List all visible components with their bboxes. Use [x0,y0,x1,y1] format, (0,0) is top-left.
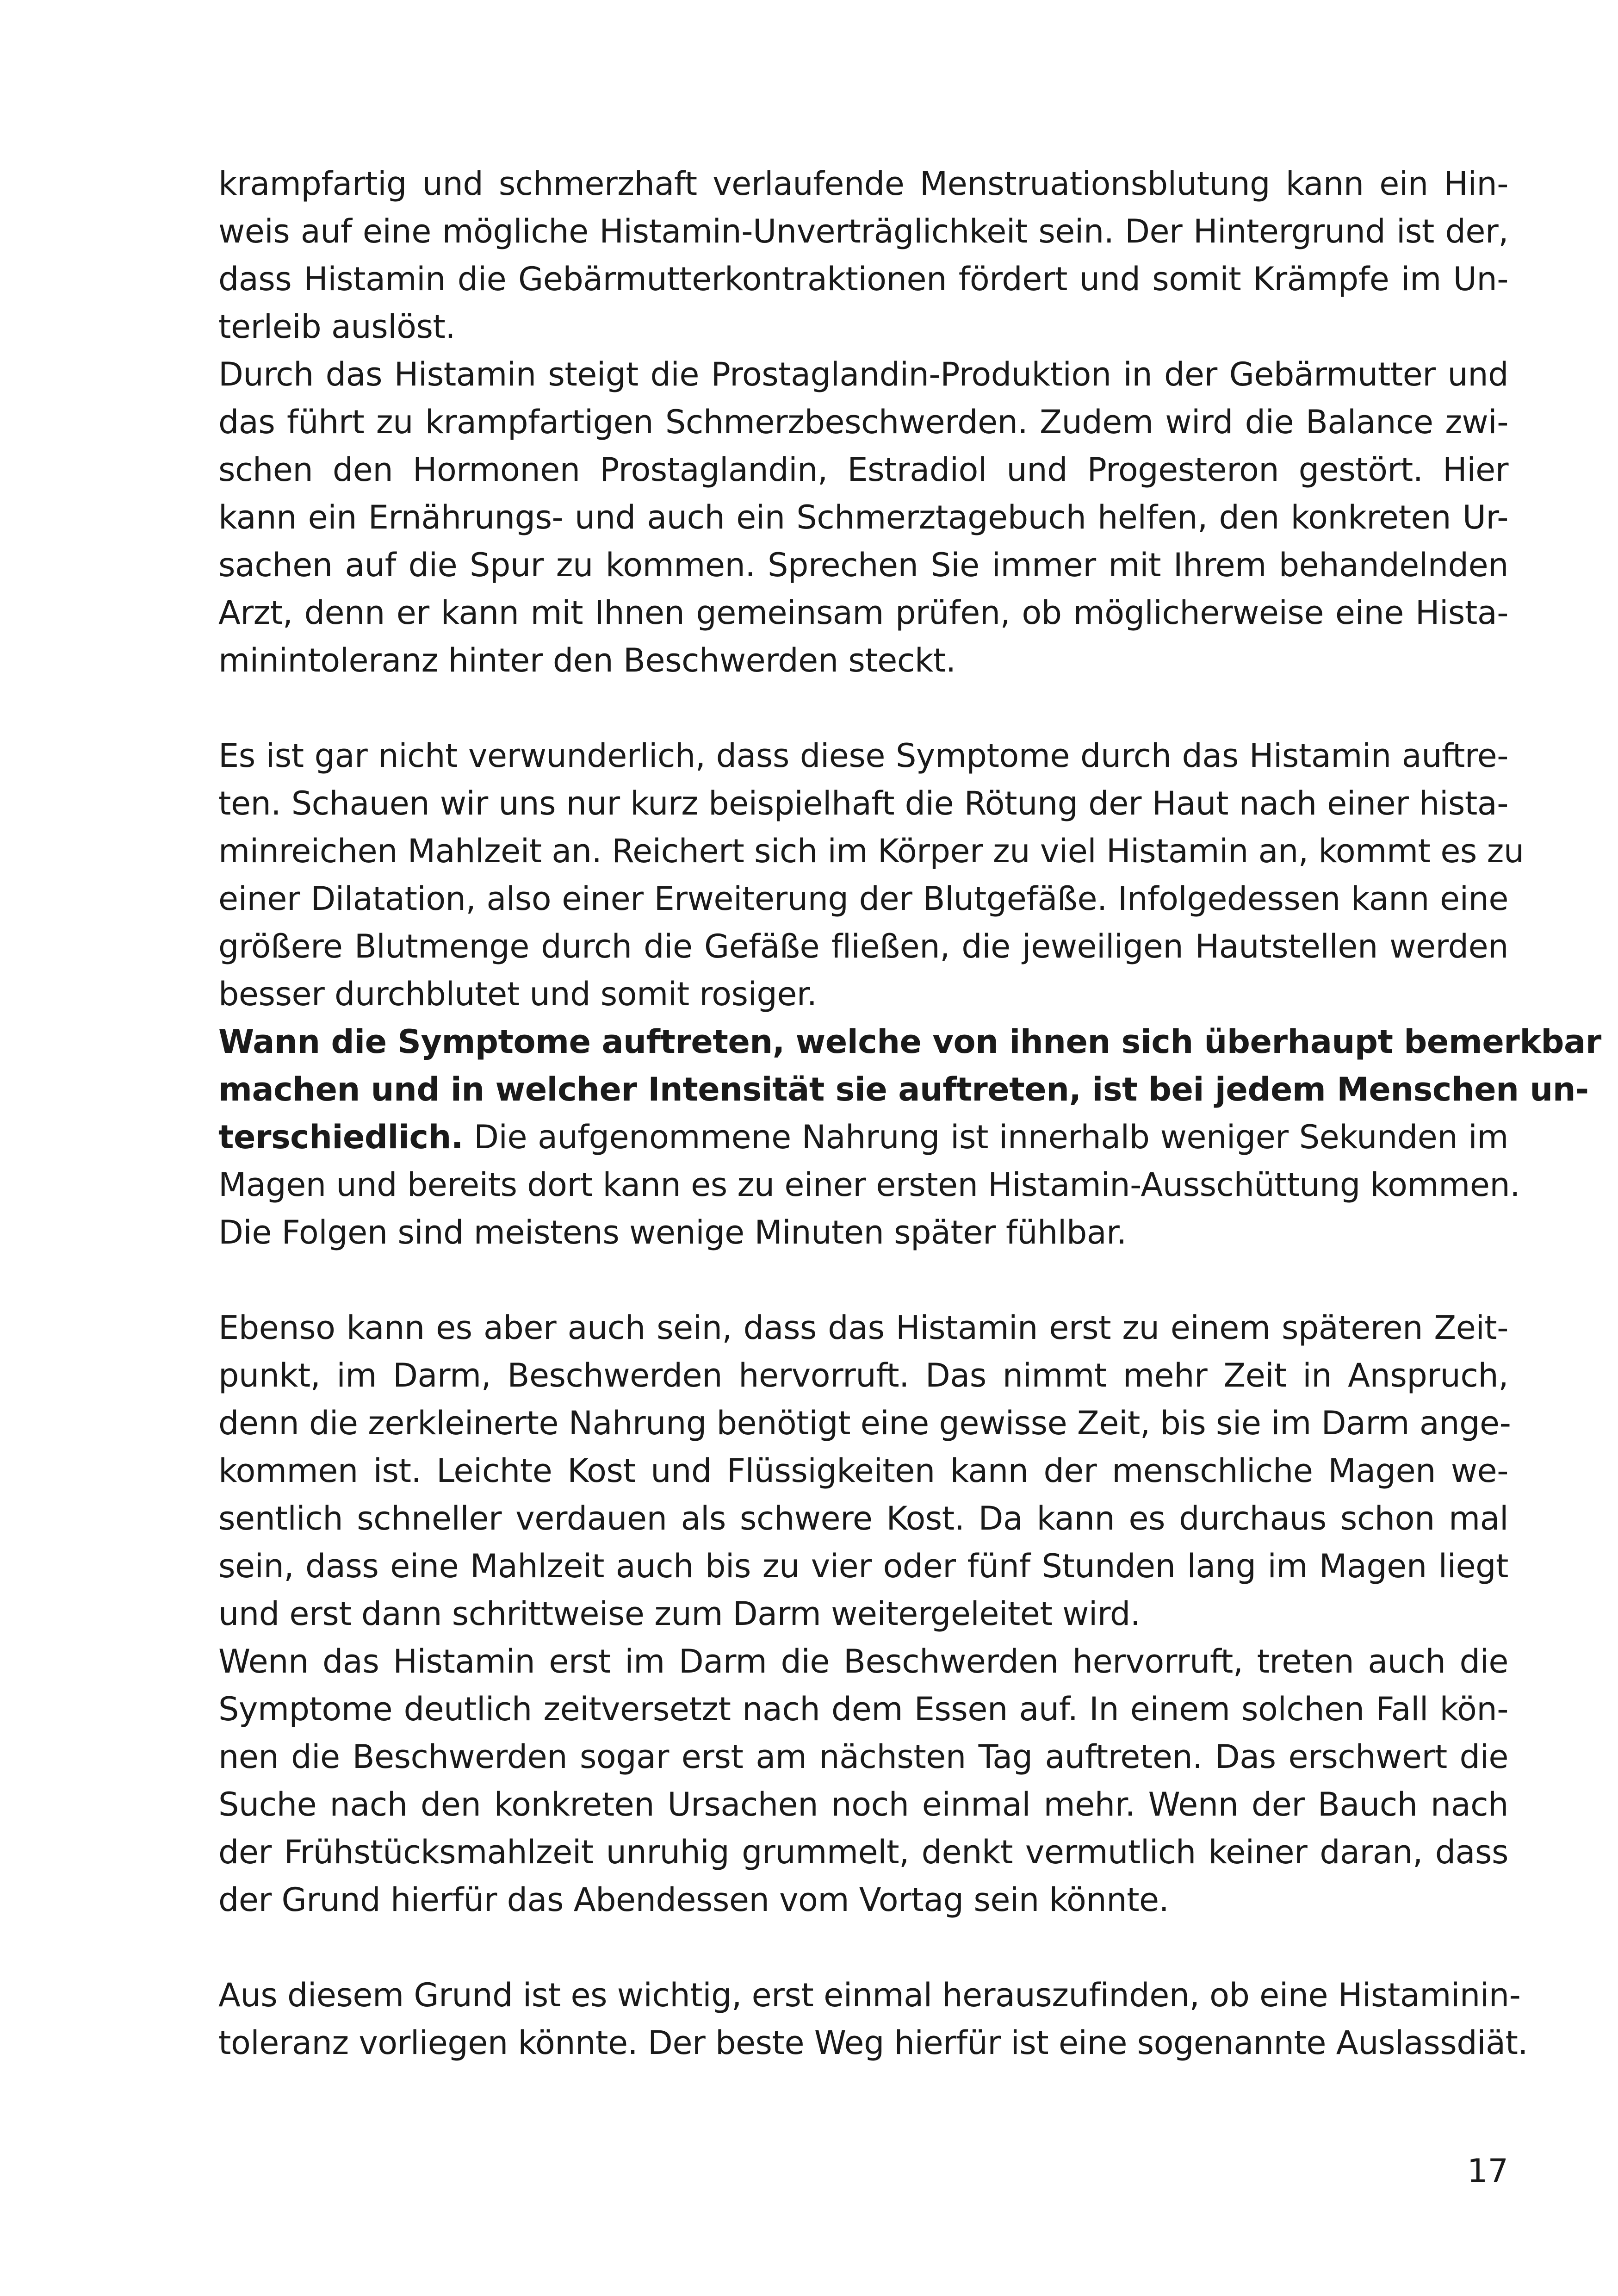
text-line: und erst dann schrittweise zum Darm weitergeleitet wird. [218,1595,1141,1633]
text-line: sein, dass eine Mahlzeit auch bis zu vier oder fünf Stunden lang im Magen liegt [218,1547,1508,1585]
text-line: Symptome deutlich zeitversetzt nach dem Essen auf. In einem solchen Fall kön- [218,1690,1508,1728]
text-line: krampfartig und schmerzhaft verlaufende Menstruationsblutung kann ein Hin- [218,165,1508,203]
text-line: Die Folgen sind meistens wenige Minuten später fühlbar. [218,1213,1127,1251]
text-line: terleib auslöst. [218,308,456,346]
text-line: das führt zu krampfartigen Schmerzbeschwerden. Zudem wird die Balance zwi- [218,403,1508,441]
text-line: besser durchblutet und somit rosiger. [218,975,817,1013]
text-line: kommen ist. Leichte Kost und Flüssigkeiten kann der menschliche Magen we- [218,1452,1508,1490]
bold-text-line: Wann die Symptome auftreten, welche von ihnen sich überhaupt bemerkbar [218,1023,1601,1061]
mixed-text-line [218,1114,1508,1161]
text-line: Arzt, denn er kann mit Ihnen gemeinsam prüfen, ob möglicherweise eine Hista- [218,594,1508,632]
text-line: größere Blutmenge durch die Gefäße fließen, die jeweiligen Hautstellen werden [218,927,1508,965]
text-line: minintoleranz hinter den Beschwerden steckt. [218,641,956,679]
text-line: ten. Schauen wir uns nur kurz beispielhaft die Rötung der Haut nach einer hista- [218,784,1508,822]
text-line: einer Dilatation, also einer Erweiterung der Blutgefäße. Infolgedessen kann eine [218,880,1508,918]
text-line: Suche nach den konkreten Ursachen noch einmal mehr. Wenn der Bauch nach [218,1786,1508,1823]
paragraph-gap [218,1257,1508,1304]
text-line: minreichen Mahlzeit an. Reichert sich im Körper zu viel Histamin an, kommt es zu [218,832,1524,870]
text-line: Magen und bereits dort kann es zu einer ersten Histamin-Ausschüttung kommen. [218,1166,1520,1204]
text-line: schen den Hormonen Prostaglandin, Estradiol und Progesteron gestört. Hier [218,451,1508,489]
text-line: der Frühstücksmahlzeit unruhig grummelt, denkt vermutlich keiner daran, dass [218,1833,1508,1871]
text-line: Durch das Histamin steigt die Prostaglandin-Produktion in der Gebärmutter und [218,355,1508,393]
text-line: sentlich schneller verdauen als schwere Kost. Da kann es durchaus schon mal [218,1500,1508,1537]
text-line: kann ein Ernährungs- und auch ein Schmerztagebuch helfen, den konkreten Ur- [218,498,1508,536]
text-line: Ebenso kann es aber auch sein, dass das Histamin erst zu einem späteren Zeit- [218,1309,1508,1347]
text-line: punkt, im Darm, Beschwerden hervorruft. Das nimmt mehr Zeit in Anspruch, [218,1356,1508,1394]
paragraph-gap [218,684,1508,732]
text-line: Wenn das Histamin erst im Darm die Beschwerden hervorruft, treten auch die [218,1643,1508,1680]
paragraph-gap [218,1924,1508,1972]
text-line: weis auf eine mögliche Histamin-Unverträglichkeit sein. Der Hintergrund ist der, [218,212,1508,250]
text-fragment: Die aufgenommene Nahrung ist innerhalb weniger Sekunden im [463,1118,1508,1156]
page-number: 17 [1467,2152,1508,2190]
bold-text-fragment: terschiedlich. [218,1118,463,1156]
text-line: sachen auf die Spur zu kommen. Sprechen Sie immer mit Ihrem behandelnden [218,546,1508,584]
text-line: nen die Beschwerden sogar erst am nächsten Tag auftreten. Das erschwert die [218,1738,1508,1776]
text-line: Aus diesem Grund ist es wichtig, erst einmal herauszufinden, ob eine Histaminin- [218,1976,1521,2014]
body-text [218,160,1601,2067]
text-line: toleranz vorliegen könnte. Der beste Weg hierfür ist eine sogenannte Auslassdiät. [218,2024,1528,2062]
text-line: Es ist gar nicht verwunderlich, dass diese Symptome durch das Histamin auftre- [218,737,1508,775]
text-line: der Grund hierfür das Abendessen vom Vortag sein könnte. [218,1881,1169,1919]
text-line: dass Histamin die Gebärmutterkontraktionen fördert und somit Krämpfe im Un- [218,260,1508,298]
text-line: denn die zerkleinerte Nahrung benötigt eine gewisse Zeit, bis sie im Darm ange- [218,1404,1511,1442]
bold-text-line: machen und in welcher Intensität sie auftreten, ist bei jedem Menschen un- [218,1070,1589,1108]
